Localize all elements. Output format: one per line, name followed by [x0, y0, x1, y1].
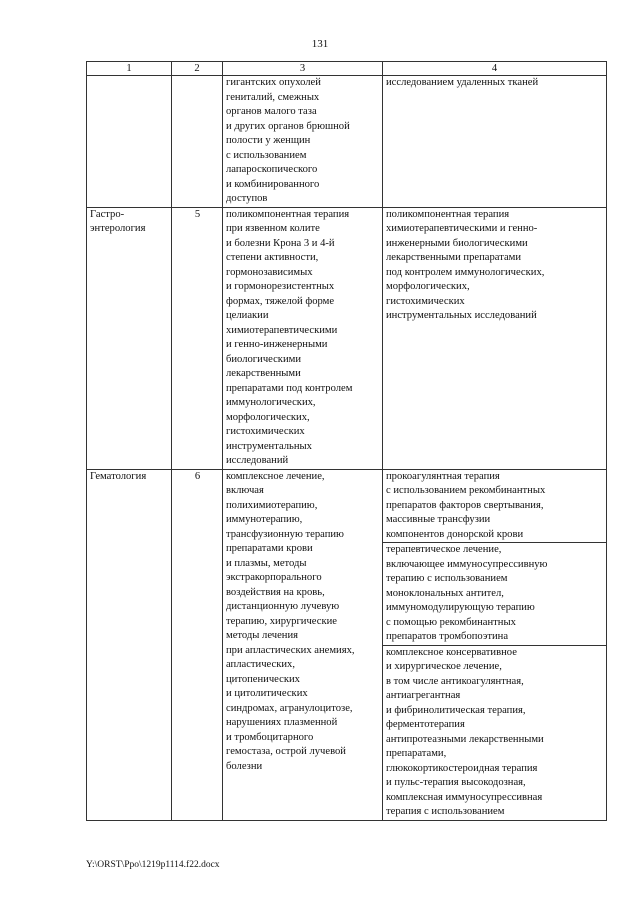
text-line: с использованием рекомбинантных [386, 485, 546, 496]
text-line: морфологических, [226, 411, 310, 423]
text-line: при язвенном колите [226, 223, 320, 234]
cell-group-number: 6 [172, 469, 223, 820]
text-line: терапию с использованием [386, 573, 508, 584]
text-line: инструментальных исследований [386, 310, 537, 321]
text-line: воздействия на кровь, [226, 586, 325, 598]
text-line: прокоагулянтная терапия [386, 470, 500, 482]
text-line: морфологических, [386, 281, 470, 292]
text-line: экстракорпорального [226, 572, 322, 583]
text-line: глюкокортикостероидная терапия [386, 762, 538, 774]
cell-profile-hematology [87, 469, 172, 820]
document-file-path: Y:\ORST\Ppo\1219p1114.f22.docx [86, 860, 220, 870]
table-row-continuation [87, 76, 607, 208]
text-line: синдромах, агранулоцитозе, [226, 702, 353, 714]
text-line: исследований [226, 455, 289, 466]
text-line: при апластических анемиях, [226, 644, 355, 656]
text-line: комплексная иммуносупрессивная [386, 791, 543, 803]
text-line: гормонозависимых [226, 266, 313, 278]
cell-treatment-method [383, 469, 607, 820]
text-line: ферментотерапия [386, 719, 465, 730]
text-line: препаратов тромбопоэтина [386, 631, 509, 642]
text-line: поликомпонентная терапия [386, 208, 510, 220]
text-line: лекарственными препаратами [386, 252, 522, 263]
description-part-2 [226, 644, 380, 775]
text-line: полости у женщин [226, 135, 311, 146]
text-line: и болезни Крона 3 и 4-й [226, 237, 335, 249]
text-line: полихимиотерапию, [226, 499, 318, 511]
text-line: массивные трансфузии [386, 514, 491, 525]
text-line: методы лечения [226, 630, 299, 641]
text-line: в том числе антикоагулянтная, [386, 675, 524, 687]
text-line: цитопенических [226, 673, 300, 685]
medical-care-table [86, 61, 607, 821]
text-line: и пульс-терапия высокодозная, [386, 777, 526, 788]
text-line: формах, тяжелой форме [226, 295, 335, 307]
cell-treatment-description [223, 76, 383, 208]
text-line: степени активности, [226, 252, 319, 263]
text-line: нарушениях плазменной [226, 717, 338, 728]
cell-group-empty [172, 76, 223, 208]
table-row-gastroenterology [87, 207, 607, 469]
header-cell-1: 1 [87, 62, 172, 76]
text-line: моноклональных антител, [386, 587, 504, 599]
text-line: инструментальных [226, 440, 312, 452]
text-line: и хирургическое лечение, [386, 661, 502, 672]
text-line: исследованием удаленных тканей [386, 77, 539, 88]
text-line: дистанционную лучевую [226, 601, 340, 612]
text-line: инженерными биологическими [386, 237, 528, 249]
text-line: и плазмы, методы [226, 557, 307, 569]
text-line: с использованием [226, 149, 307, 161]
text-line: Гастро- [90, 208, 125, 220]
text-line: энтерология [90, 223, 146, 234]
text-line: компонентов донорской крови [386, 528, 524, 540]
table-header-row [87, 62, 607, 76]
text-line: терапия с использованием [386, 806, 505, 817]
text-line: антиагрегантная [386, 690, 461, 701]
text-line: иммунологических, [226, 397, 316, 408]
method-block-2 [383, 543, 606, 646]
text-line: под контролем иммунологических, [386, 266, 545, 278]
text-line: иммунотерапию, [226, 514, 303, 525]
text-line: биологическими [226, 353, 301, 365]
text-line: препаратами крови [226, 543, 313, 554]
text-line: препаратами под контролем [226, 382, 353, 394]
text-line: иммуномодулирующую терапию [386, 602, 535, 613]
cell-treatment-description [223, 207, 383, 469]
page-number: 131 [311, 38, 329, 50]
text-line: и других органов брюшной [226, 120, 350, 132]
text-line: гистохимических [386, 295, 465, 307]
cell-profile-empty [87, 76, 172, 208]
text-line: терапевтическое лечение, [386, 544, 502, 555]
text-line: включая [226, 485, 264, 496]
text-line: с помощью рекомбинантных [386, 616, 516, 628]
header-cell-3: 3 [223, 62, 383, 76]
text-line: Гематология [90, 470, 147, 482]
text-line: лекарственными [226, 368, 301, 379]
text-line: гемостаза, острой лучевой [226, 746, 346, 757]
text-line: включающее иммуносупрессивную [386, 558, 548, 570]
text-line: гистохимических [226, 426, 305, 437]
text-line: гениталий, смежных [226, 91, 320, 103]
header-cell-2: 2 [172, 62, 223, 76]
text-line: терапию, хирургические [226, 615, 337, 627]
text-line: химиотерапевтическими [226, 324, 338, 336]
description-part-1 [226, 470, 380, 644]
text-line: и фибринолитическая терапия, [386, 704, 526, 716]
text-line: апластических, [226, 659, 295, 670]
text-line: гигантских опухолей [226, 77, 321, 88]
text-line: болезни [226, 760, 263, 772]
header-cell-4: 4 [383, 62, 607, 76]
method-block-1 [383, 470, 606, 544]
text-line: и цитолитических [226, 688, 308, 699]
text-line: трансфузионную терапию [226, 528, 344, 540]
text-line: антипротеазными лекарственными [386, 733, 544, 745]
cell-treatment-description [223, 469, 383, 820]
text-line: и тромбоцитарного [226, 731, 314, 743]
cell-profile-gastroenterology [87, 207, 172, 469]
text-line: химиотерапевтическими и генно- [386, 223, 538, 234]
text-line: лапароскопического [226, 164, 318, 175]
text-line: и комбинированного [226, 178, 320, 190]
text-line: поликомпонентная терапия [226, 208, 350, 220]
text-line: препаратов факторов свертывания, [386, 499, 544, 511]
cell-treatment-method [383, 76, 607, 208]
text-line: комплексное лечение, [226, 470, 325, 482]
text-line: препаратами, [386, 748, 447, 759]
cell-group-number: 5 [172, 207, 223, 469]
text-line: целиакии [226, 310, 269, 321]
table-row-hematology [87, 469, 607, 820]
text-line: и генно-инженерными [226, 339, 328, 350]
method-block-3 [383, 646, 606, 820]
text-line: доступов [226, 193, 268, 204]
text-line: комплексное консервативное [386, 646, 517, 658]
cell-treatment-method [383, 207, 607, 469]
text-line: и гормонорезистентных [226, 281, 335, 292]
text-line: органов малого таза [226, 106, 317, 117]
